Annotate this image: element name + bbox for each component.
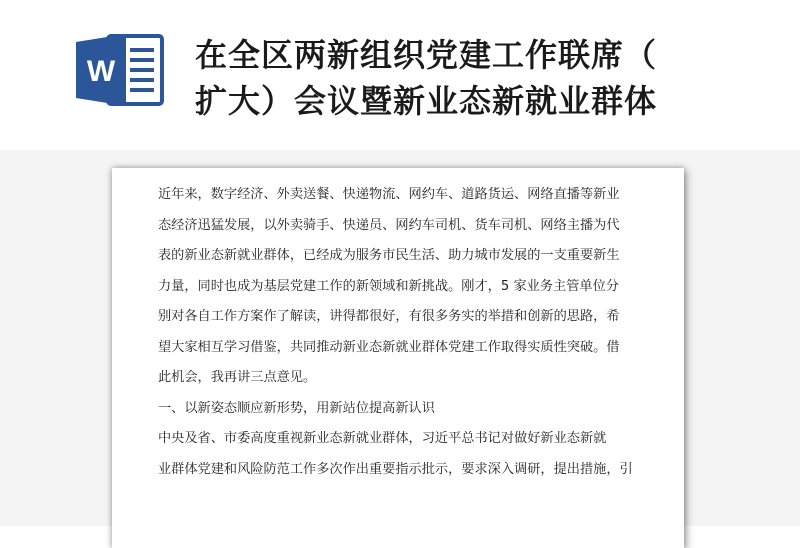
body-line: 态经济迅猛发展，以外卖骑手、快递员、网约车司机、货车司机、网络主播为代 — [158, 217, 620, 233]
document-body — [158, 180, 642, 485]
body-line: 中央及省、市委高度重视新业态新就业群体，习近平总书记对做好新业态新就 — [158, 431, 607, 446]
document-title — [195, 32, 755, 124]
section-heading: 一、以新姿态顺应新形势，用新站位提高新认识 — [158, 400, 435, 416]
title-line-2: 扩大）会议暨新业态新就业群体 — [195, 82, 658, 120]
title-line-1: 在全区两新组织党建工作联席（ — [195, 36, 658, 74]
body-line: 力量，同时也成为基层党建工作的新领域和新挑战。刚才，5 家业务主管单位分 — [158, 278, 619, 294]
body-line: 此机会，我再讲三点意见。 — [158, 370, 317, 385]
body-line: 表的新业态新就业群体，已经成为服务市民生活、助力城市发展的一支重要新生 — [158, 248, 620, 263]
body-line: 近年来，数字经济、外卖送餐、快递物流、网约车、道路货运、网络直播等新业 — [158, 187, 620, 202]
header-banner — [0, 0, 800, 150]
body-line: 别对各自工作方案作了解读，讲得都很好，有很多务实的举措和创新的思路，希 — [158, 309, 620, 324]
word-document-icon — [74, 30, 166, 110]
body-line: 业群体党建和风险防范工作多次作出重要指示批示，要求深入调研，提出措施，引 — [158, 461, 633, 477]
body-line: 望大家相互学习借鉴，共同推动新业态新就业群体党建工作取得实质性突破。借 — [158, 339, 620, 355]
svg-text:W: W — [86, 55, 116, 88]
document-page — [112, 168, 684, 548]
